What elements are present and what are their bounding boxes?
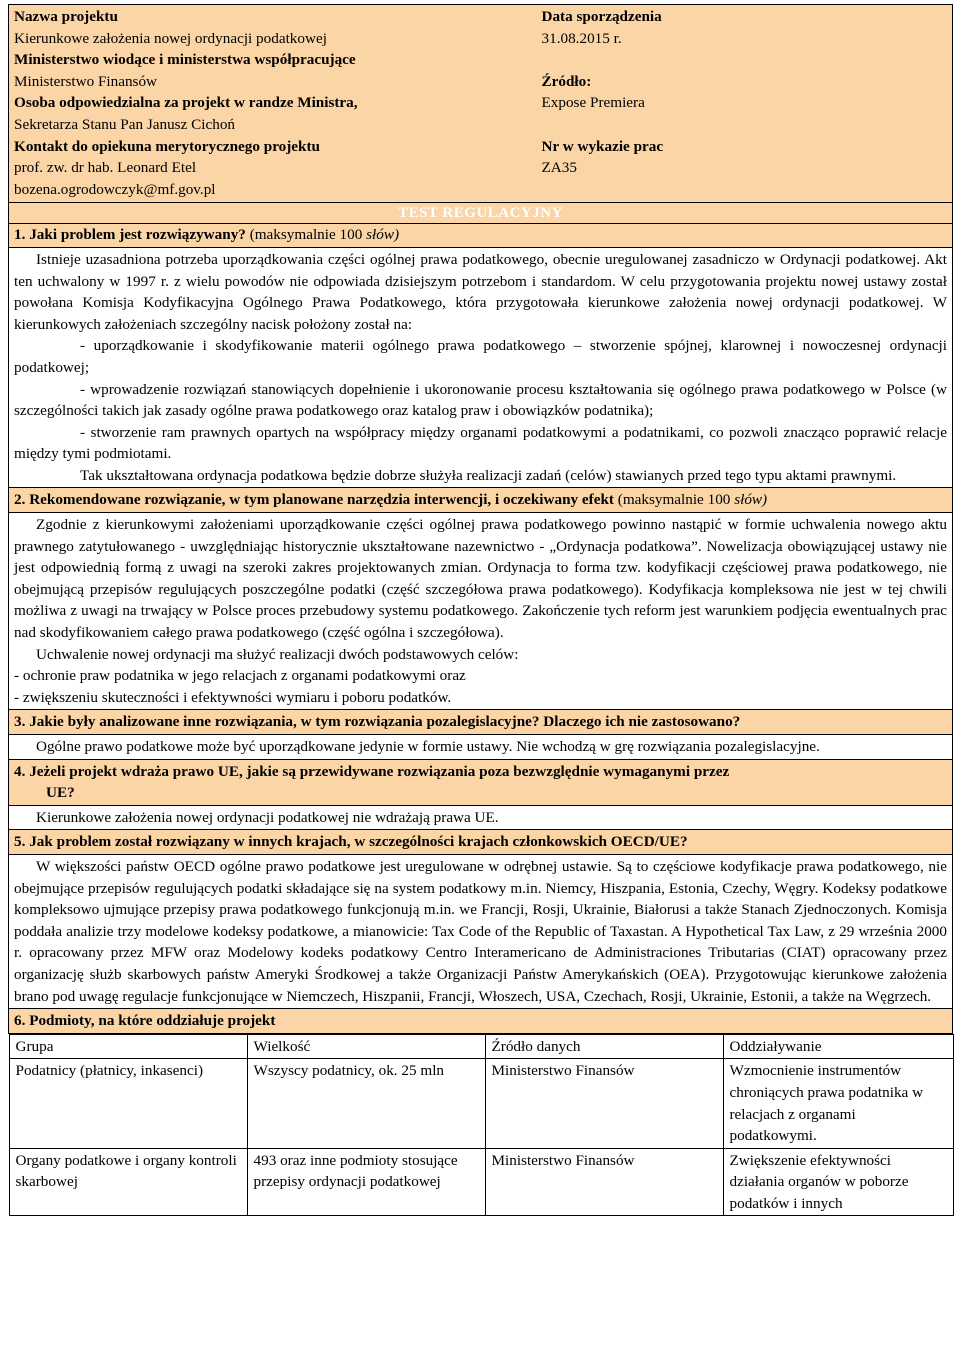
column-header-impact: Oddziaływanie xyxy=(723,1034,953,1059)
section-5-paragraph: W większości państw OECD ogólne prawo podatkowe jest uregulowane w odrębnej ustawie. Są to częściowe kodyfikacje prawa podatkowego, nie obejmujące przepisów regulujących podatki składające się na system podatkowy m.in. Niemcy, Hiszpania, Estonia, Czechy, Węgry. Kodeksy podatkowe kompleksowo ujmujące przepisy prawa podatkowego funkcjonują m.in. we Francji, Rosji, Ukrainie, Białorusi a także Stanach Zjednoczonych. Komisja poddała analizie trzy modelowe kodeksy podatkowe, a mianowicie: Tax Code of the Republic of Taxastan. A Hypothetical Tax Law, z 29 września 2000 r. opracowany przez MFW oraz Modelowy kodeks podatkowy Centro Interamericano de Administraciones Tributarias (CIAT) opracowany przez organizację służb skarbowych państw Ameryki Środkowej a także Organizacji Państw Amerykańskich (OEA). Przygotowując kierunkowe założenia brano pod uwagę regulacje funkcjonujące w Niemczech, Hiszpanii, Francji, Włoszech, USA, Czechach, Rosji, Ukrainie, Estonii, a także na Węgrzech. xyxy=(14,857,947,1005)
test-title-row xyxy=(9,203,953,224)
section-4-body xyxy=(9,805,953,830)
table-cell: Organy podatkowe i organy kontroli skarbowej xyxy=(9,1148,247,1216)
section-2-goal-1: - ochronie praw podatnika w jego relacjach z organami podatkowymi oraz xyxy=(14,667,466,685)
section-6-heading: 6. Podmioty, na które oddziałuje projekt xyxy=(9,1009,953,1034)
section-4-header xyxy=(9,759,953,805)
column-header-size: Wielkość xyxy=(247,1034,485,1059)
header-block xyxy=(9,5,953,203)
header-right xyxy=(542,5,953,203)
table-cell: Ministerstwo Finansów xyxy=(485,1148,723,1216)
ministry-label: Ministerstwo wiodące i ministerstwa współpracujące xyxy=(14,51,356,69)
contact-label: Kontakt do opiekuna merytorycznego projektu xyxy=(14,137,320,155)
table-cell: Wszyscy podatnicy, ok. 25 mln xyxy=(247,1059,485,1148)
project-name-label: Nazwa projektu xyxy=(14,8,118,25)
document-page xyxy=(8,4,952,1216)
section-2-paragraph: Zgodnie z kierunkowymi założeniami uporządkowanie części ogólnej prawa podatkowego powinno nastąpić w formie uchwalenia nowego aktu prawnego zatytułowanego - uwzględniając historycznie ukształtowane nazewnictwo - „Ordynacja podatkowa”. Nowelizacja obowiązującej ustawy nie jest odpowiednią formą z uwagi na szeroki zakres projektowanych zmian. Ordynacja to forma tzw. kodyfikacji częściowej prawa podatkowego, nie obejmującą przepisów regulujących poszczególne podatki (część szczegółowa prawa podatkowego). Kodyfikacja kompleksowa nie jest w tej chwili możliwa z uwagi na trwający w Polsce proces przebudowy systemu podatkowego. Zakończenie tych reform jest warunkiem podjęcia ewentualnych prac nad skodyfikowaniem całego prawa podatkowego (część ogólna i szczegółowa). xyxy=(14,516,947,642)
column-header-group: Grupa xyxy=(9,1034,247,1059)
section-4-heading: 4. Jeżeli projekt wdraża prawo UE, jakie są przewidywane rozwiązania poza bezwzględnie wymaganymi przez xyxy=(14,762,730,780)
section-2-goals-intro: Uchwalenie nowej ordynacji ma służyć realizacji dwóch podstawowych celów: xyxy=(36,645,519,663)
table-row xyxy=(9,1059,953,1148)
section-2-header xyxy=(9,488,953,513)
section-1-bullet-2: - wprowadzenie rozwiązań stanowiących dopełnienie i ukoronowanie procesu kształtowania się ogólnego prawa podatkowego w Polsce (w szczególności takich jak zasady ogólne prawa podatkowego oraz katalog praw i obowiązków podatnika); xyxy=(14,380,947,420)
date-value: 31.08.2015 r. xyxy=(541,29,622,47)
section-1-bullet-1: - uporządkowanie i skodyfikowanie materii ogólnego prawa podatkowego – stworzenie spójnej, klarownej i nowoczesnej ordynacji podatkowej; xyxy=(14,337,947,376)
table-row xyxy=(9,1148,953,1216)
section-1-bullet-3: - stworzenie ram prawnych opartych na współpracy między organami podatkowymi a podatnikami, co pozwoli znacząco poprawić relacje między tymi podmiotami. xyxy=(14,423,947,463)
list-number-value: ZA35 xyxy=(541,159,577,177)
table-cell: Ministerstwo Finansów xyxy=(485,1059,723,1148)
section-1-body xyxy=(9,247,953,488)
table-cell: Wzmocnienie instrumentów chroniących prawa podatnika w relacjach z organami podatkowymi. xyxy=(723,1059,953,1148)
section-5-body xyxy=(9,854,953,1008)
table-cell: Podatnicy (płatnicy, inkasenci) xyxy=(9,1059,247,1148)
section-1-paragraph: Istnieje uzasadniona potrzeba uporządkowania części ogólnej prawa podatkowego, obecnie uregulowanej zasadniczo w Ordynacji podatkowej. Akt ten uchwalony w 1997 r. z wielu powodów nie odpowiada dzisiejszym potrzebom i standardom. W celu przygotowania projektu nowej ustawy został powołana Komisja Kodyfikacyjna Ogólnego Prawa Podatkowego, która przygotowała kierunkowe założenia nowej ordynacji podatkowej. W kierunkowych założeniach szczególny nacisk położony został na: xyxy=(14,250,947,333)
section-5-header xyxy=(9,830,953,855)
column-header-source: Źródło danych xyxy=(485,1034,723,1059)
date-label: Data sporządzenia xyxy=(541,8,662,25)
section-3-header xyxy=(9,710,953,735)
section-2-heading: 2. Rekomendowane rozwiązanie, w tym planowane narzędzia interwencji, i oczekiwany efekt xyxy=(14,491,614,509)
section-1-note: (maksymalnie 100 xyxy=(245,226,367,244)
responsible-label: Osoba odpowiedzialna za projekt w randze Ministra, xyxy=(14,94,358,112)
responsible-person: Sekretarza Stanu Pan Janusz Cichoń xyxy=(14,115,236,133)
source-label: Źródło: xyxy=(541,72,592,90)
section-4-paragraph: Kierunkowe założenia nowej ordynacji podatkowej nie wdrażają prawa UE. xyxy=(36,808,499,826)
section-1-note-words: słów) xyxy=(366,226,400,244)
header-left xyxy=(9,5,542,203)
section-6-header xyxy=(9,1009,953,1034)
section-3-paragraph: Ogólne prawo podatkowe może być uporządkowane jedynie w formie ustawy. Nie wchodzą w grę rozwiązania pozalegislacyjne. xyxy=(36,738,820,755)
section-2-goal-2: - zwiększeniu skuteczności i efektywności wymiaru i poboru podatków. xyxy=(14,688,452,706)
list-number-label: Nr w wykazie prac xyxy=(541,137,664,155)
project-name: Kierunkowe założenia nowej ordynacji podatkowej xyxy=(14,29,327,47)
contact-email[interactable]: bozena.ogrodowczyk@mf.gov.pl xyxy=(14,180,216,198)
section-4-heading-cont: UE? xyxy=(46,784,75,802)
section-5-heading: 5. Jak problem został rozwiązany w innych krajach, w szczególności krajach członkowskich OECD/UE? xyxy=(9,830,953,855)
contact-name: prof. zw. dr hab. Leonard Etel xyxy=(14,159,197,177)
regulatory-test-form xyxy=(8,4,953,1216)
section-1-header xyxy=(9,224,953,248)
section-3-heading: 3. Jakie były analizowane inne rozwiązania, w tym rozwiązania pozalegislacyjne? Dlaczego ich nie zastosowano? xyxy=(9,710,953,735)
section-1-closing: Tak ukształtowana ordynacja podatkowa będzie dobrze służyła realizacji zadań (celów) stawianych przed tego typu aktami prawnymi. xyxy=(80,466,897,484)
table-cell: Zwiększenie efektywności działania organów w poborze podatków i innych xyxy=(723,1148,953,1216)
ministry: Ministerstwo Finansów xyxy=(14,72,158,90)
test-title: TEST REGULACYJNY xyxy=(9,203,953,224)
section-2-note-words: słów) xyxy=(734,491,768,509)
table-cell: 493 oraz inne podmioty stosujące przepisy ordynacji podatkowej xyxy=(247,1148,485,1216)
section-6-body xyxy=(9,1033,953,1216)
section-1-heading: 1. Jaki problem jest rozwiązywany? xyxy=(14,226,246,244)
stakeholders-header-row xyxy=(9,1034,953,1059)
section-2-note: (maksymalnie 100 xyxy=(613,491,735,509)
source-value: Expose Premiera xyxy=(541,94,645,112)
section-3-body xyxy=(9,735,953,760)
section-2-body xyxy=(9,513,953,710)
stakeholders-table xyxy=(9,1034,954,1217)
